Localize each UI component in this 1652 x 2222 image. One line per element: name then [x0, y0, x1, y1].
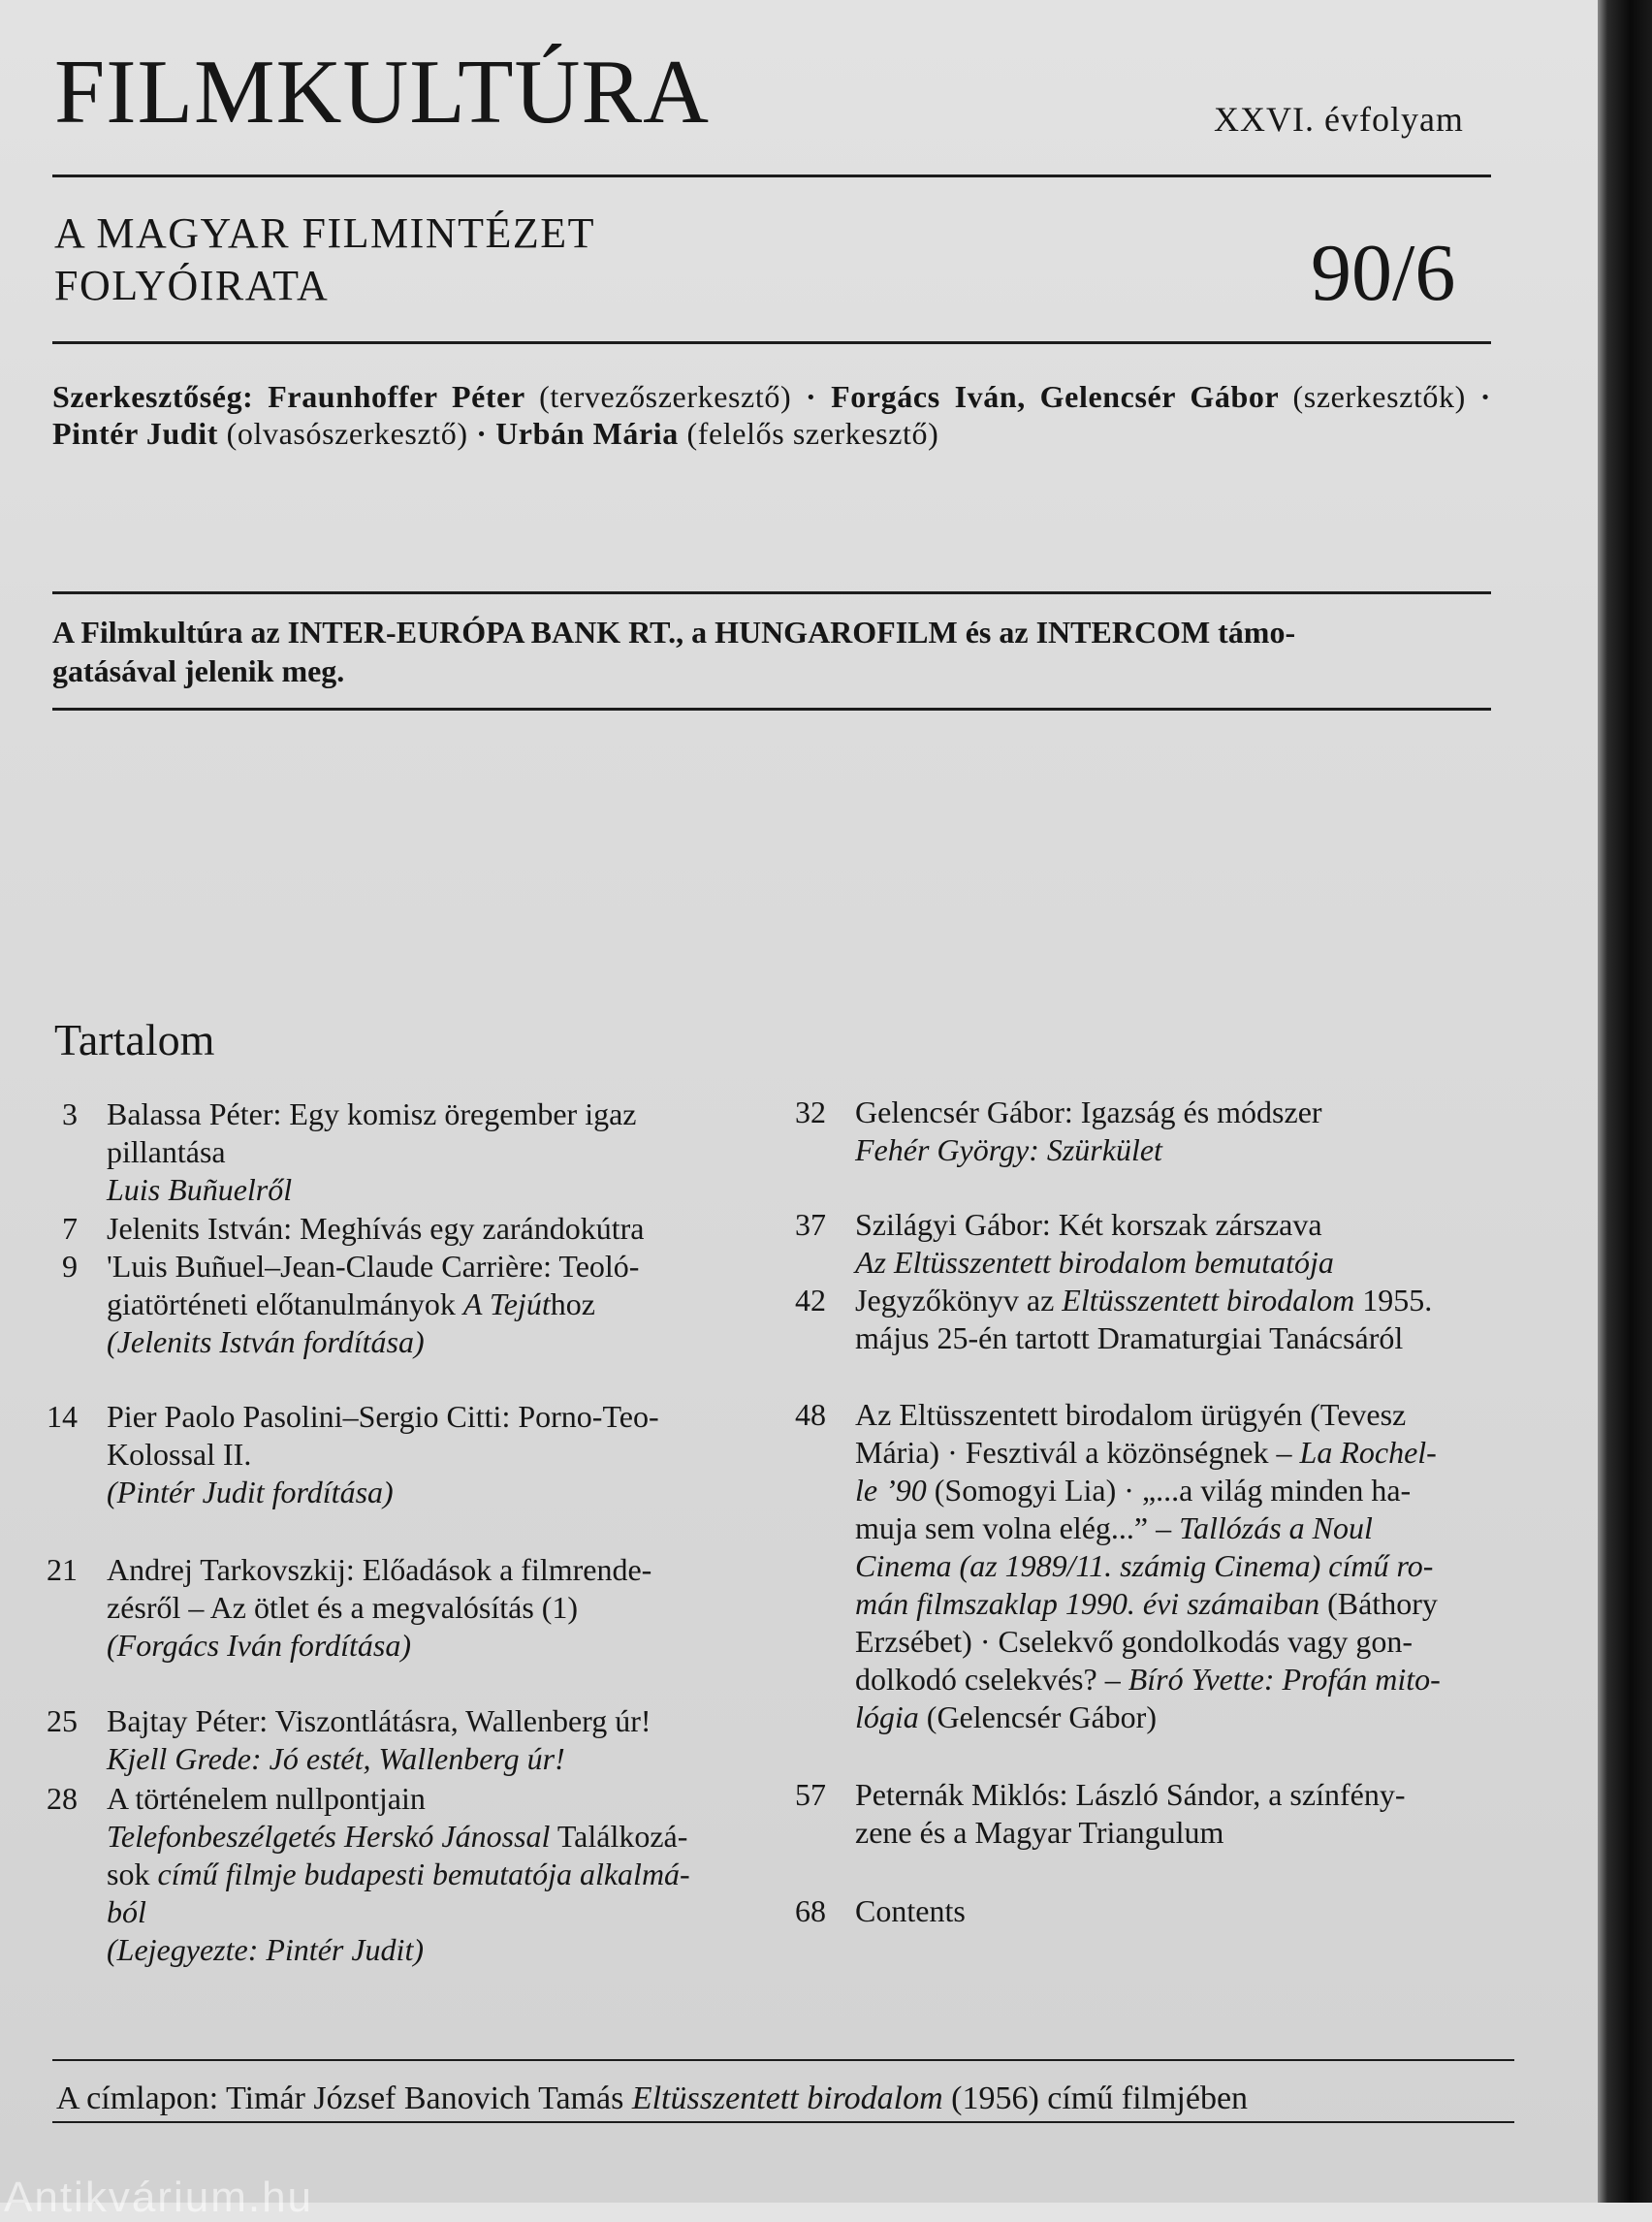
toc-entry — [795, 1206, 1514, 1282]
subtitle-line: A MAGYAR FILMINTÉZET — [54, 209, 595, 257]
watermark-text: Antikvárium.hu — [4, 2174, 314, 2221]
editorial-staff — [52, 378, 1491, 452]
entry-line — [107, 1856, 766, 1893]
toc-entry — [47, 1780, 766, 1969]
page-number: 25 — [47, 1703, 78, 1738]
sponsor-note — [52, 613, 1491, 690]
entry-line: Kjell Grede: Jó estét, Wallenberg úr! — [107, 1741, 565, 1776]
entry-line: Erzsébet) · Cselekvő gondolkodás vagy gon- — [855, 1624, 1413, 1659]
entry-line — [855, 1509, 1514, 1547]
journal-subtitle — [54, 207, 595, 312]
entry-line: 'Luis Buñuel–Jean-Claude Carrière: Teoló- — [107, 1249, 640, 1284]
binding-edge — [1598, 0, 1652, 2203]
staff-role: (szerkesztők) — [1292, 379, 1466, 414]
entry-line: Luis Buñuelről — [107, 1172, 293, 1207]
cover-caption — [56, 2080, 1248, 2117]
toc-entry — [795, 1776, 1514, 1852]
entry-line: zene és a Magyar Triangulum — [855, 1815, 1224, 1850]
staff-text: · Pintér Judit — [52, 379, 1492, 451]
entry-line: Balassa Péter: Egy komisz öregember igaz — [107, 1096, 637, 1131]
entry-text: giatörténeti előtanulmányok — [107, 1286, 463, 1321]
caption-text: (1956) című filmjében — [942, 2080, 1249, 2116]
staff-text: · Forgács Iván, Gelencsér Gábor — [791, 379, 1279, 414]
entry-line: Contents — [855, 1893, 966, 1928]
entry-line: pillantása — [107, 1134, 226, 1169]
staff-text: Szerkesztőség: Fraunhoffer Péter — [52, 379, 525, 414]
entry-line — [107, 1818, 766, 1856]
entry-text: Mária) · Fesztivál a közönségnek – — [855, 1435, 1300, 1470]
toc-entry — [47, 1702, 766, 1778]
entry-line: A történelem nullpontjain — [107, 1781, 426, 1816]
divider-rule — [52, 175, 1491, 177]
toc-entry — [795, 1094, 1514, 1169]
caption-text: A címlapon: Timár József Banovich Tamás — [56, 2080, 632, 2116]
entry-line: Szilágyi Gábor: Két korszak zárszava — [855, 1207, 1322, 1242]
toc-entry — [795, 1396, 1514, 1736]
masthead-title: FILMKULTÚRA — [54, 42, 711, 143]
staff-text: · Urbán Mária — [467, 416, 679, 451]
divider-rule — [52, 708, 1491, 711]
page-number: 42 — [795, 1283, 826, 1317]
page-number: 37 — [795, 1207, 826, 1242]
entry-line: Cinema (az 1989/11. számig Cinema) című ro- — [855, 1548, 1434, 1583]
caption-title: Eltüsszentett birodalom — [631, 2080, 943, 2116]
entry-text: A Tejút — [462, 1286, 551, 1321]
entry-line — [855, 1434, 1514, 1472]
entry-text: Tallózás a Noul — [1179, 1510, 1373, 1545]
page-number: 68 — [795, 1893, 826, 1928]
toc-entry — [795, 1282, 1514, 1357]
entry-line — [855, 1472, 1514, 1509]
entry-text: le ’90 — [855, 1473, 927, 1508]
entry-text: La Rochel- — [1299, 1435, 1437, 1470]
entry-text: sok — [107, 1857, 150, 1891]
toc-entry — [795, 1892, 1514, 1930]
entry-line: Az Eltüsszentett birodalom bemutatója — [855, 1245, 1334, 1280]
entry-text: 1955. — [1354, 1283, 1433, 1317]
entry-line: Peternák Miklós: László Sándor, a színfény- — [855, 1777, 1406, 1812]
toc-entry — [62, 1248, 766, 1361]
page-number: 48 — [795, 1397, 826, 1432]
entry-line: Bajtay Péter: Viszontlátásra, Wallenberg úr! — [107, 1703, 651, 1738]
entry-text: mán filmszaklap 1990. évi számaiban — [855, 1586, 1320, 1621]
entry-line: Jelenits István: Meghívás egy zarándokútra — [107, 1211, 645, 1246]
page-number: 28 — [47, 1781, 78, 1816]
page-number: 57 — [795, 1777, 826, 1812]
entry-line — [855, 1698, 1514, 1736]
sponsor-line: gatásával jelenik meg. — [52, 653, 345, 688]
toc-heading: Tartalom — [54, 1015, 215, 1064]
page-number: 9 — [62, 1249, 78, 1284]
entry-line: Pier Paolo Pasolini–Sergio Citti: Porno-Teo- — [107, 1399, 659, 1434]
page-number: 3 — [62, 1096, 78, 1131]
staff-role: (tervezőszerkesztő) — [539, 379, 792, 414]
entry-text: Jegyzőkönyv az — [855, 1283, 1063, 1317]
entry-line: Az Eltüsszentett birodalom ürügyén (Tevesz — [855, 1397, 1407, 1432]
page-number: 21 — [47, 1552, 78, 1587]
entry-text: (Somogyi Lia) · „...a világ minden ha- — [926, 1473, 1412, 1508]
toc-entry — [62, 1095, 766, 1209]
page-number: 14 — [47, 1399, 78, 1434]
entry-line: május 25-én tartott Dramaturgiai Tanácsáról — [855, 1320, 1404, 1355]
entry-text: című filmje budapesti bemutatója alkalmá- — [149, 1857, 690, 1891]
toc-entry — [47, 1551, 766, 1665]
entry-line — [855, 1661, 1514, 1698]
entry-line: zésről – Az ötlet és a megvalósítás (1) — [107, 1590, 579, 1625]
staff-role: (olvasószerkesztő) — [226, 416, 468, 451]
entry-text: hoz — [550, 1286, 595, 1321]
divider-rule — [52, 2059, 1514, 2061]
page-number: 7 — [62, 1211, 78, 1246]
entry-line: Fehér György: Szürkület — [855, 1132, 1162, 1167]
entry-text: (Gelencsér Gábor) — [918, 1699, 1157, 1734]
entry-text: (Báthory — [1319, 1586, 1438, 1621]
divider-rule — [52, 591, 1491, 594]
issue-number: 90/6 — [1311, 228, 1456, 318]
entry-line: Kolossal II. — [107, 1437, 252, 1472]
entry-line: Gelencsér Gábor: Igazság és módszer — [855, 1095, 1322, 1129]
entry-line: (Forgács Iván fordítása) — [107, 1628, 412, 1663]
staff-role: (felelős szerkesztő) — [686, 416, 939, 451]
entry-line: (Jelenits István fordítása) — [107, 1324, 425, 1359]
page-number: 32 — [795, 1095, 826, 1129]
entry-line: (Pintér Judit fordítása) — [107, 1475, 394, 1509]
subtitle-line: FOLYÓIRATA — [54, 262, 330, 309]
entry-text: Bíró Yvette: Profán mito- — [1128, 1662, 1441, 1697]
entry-text: dolkodó cselekvés? – — [855, 1662, 1128, 1697]
entry-line: (Lejegyezte: Pintér Judit) — [107, 1932, 424, 1967]
entry-text: Telefonbeszélgetés Herskó Jánossal — [107, 1819, 551, 1854]
entry-text: Eltüsszentett birodalom — [1062, 1283, 1355, 1317]
entry-text: muja sem volna elég...” – — [855, 1510, 1180, 1545]
entry-text: lógia — [855, 1699, 919, 1734]
entry-line: ból — [107, 1894, 146, 1929]
volume-label: XXVI. évfolyam — [1214, 100, 1464, 139]
sponsor-line: A Filmkultúra az INTER-EURÓPA BANK RT., a HUNGAROFILM és az INTERCOM támo- — [52, 615, 1296, 650]
divider-rule — [52, 341, 1491, 344]
entry-line — [107, 1286, 766, 1323]
toc-entry — [62, 1210, 766, 1248]
entry-text: Találkozá- — [550, 1819, 688, 1854]
toc-entry — [47, 1398, 766, 1511]
entry-line — [855, 1585, 1514, 1623]
entry-line — [855, 1282, 1514, 1319]
entry-line: Andrej Tarkovszkij: Előadások a filmrende- — [107, 1552, 652, 1587]
divider-rule — [52, 2121, 1514, 2123]
